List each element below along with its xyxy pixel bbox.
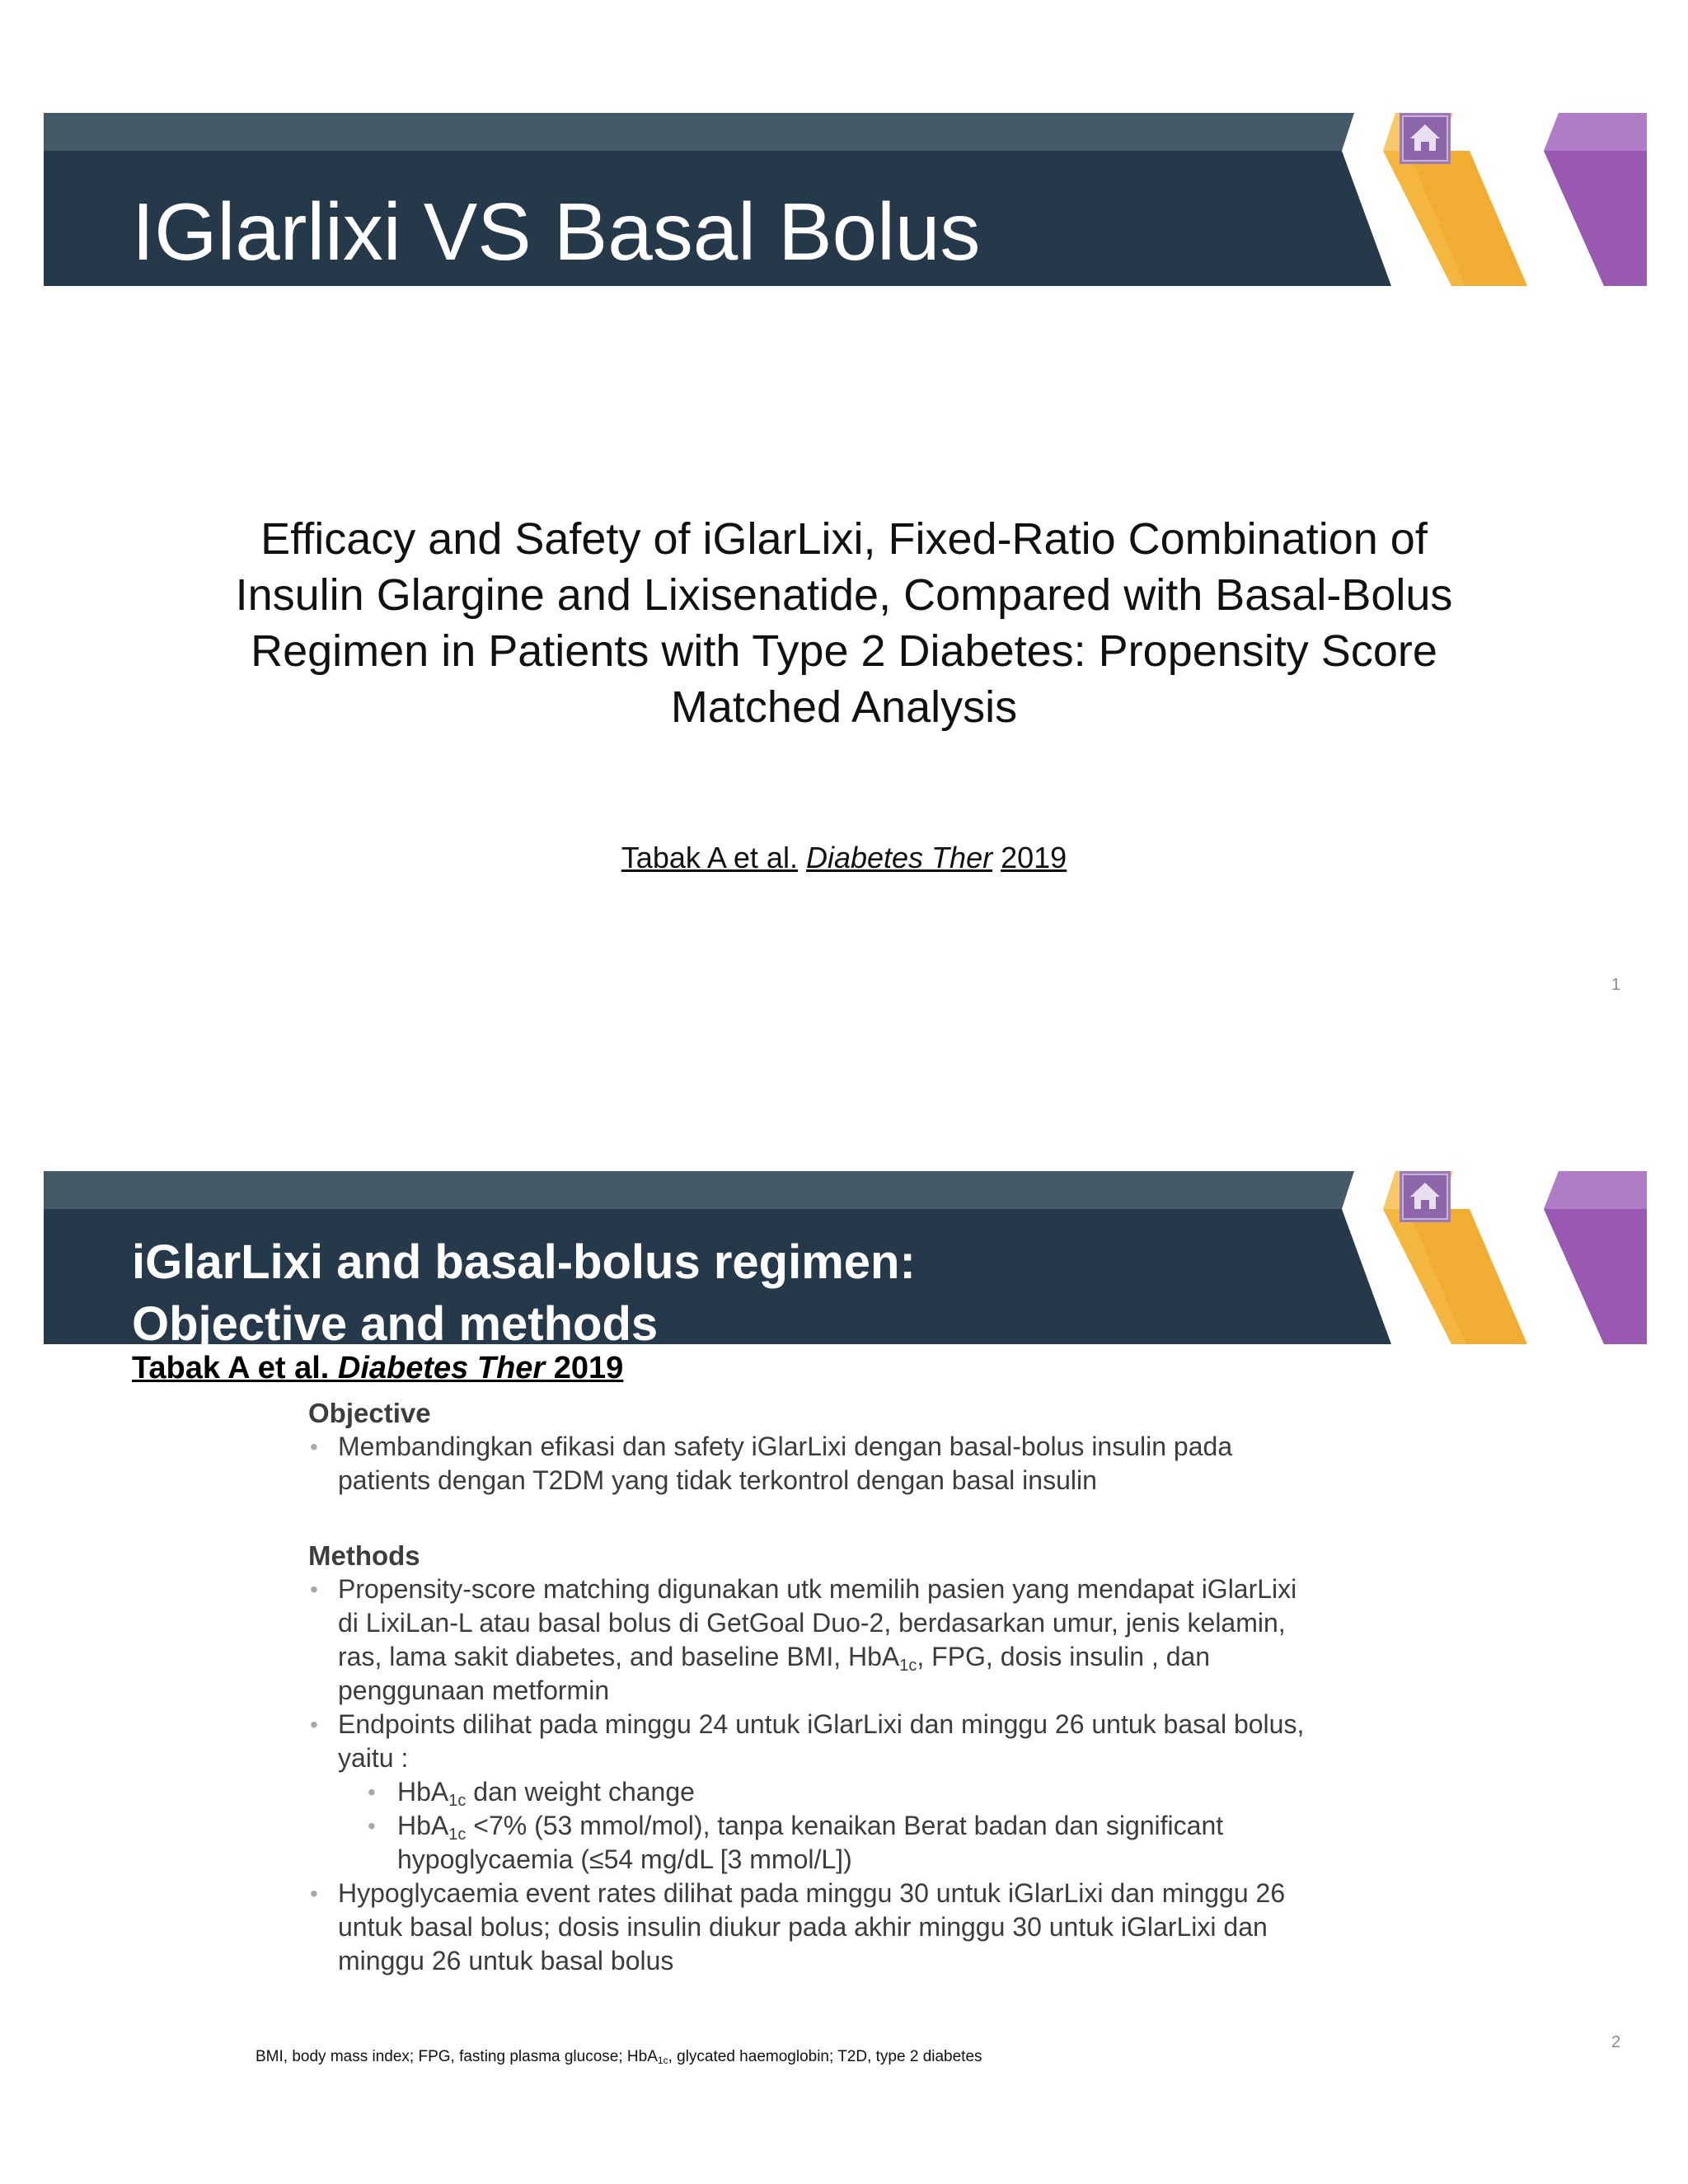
bullet-line: [397, 1809, 1413, 1843]
slide-1: [0, 0, 1688, 1071]
slide-title-line: Objective and methods: [132, 1297, 659, 1351]
citation-year: 2019: [1001, 841, 1067, 874]
bullet-line: • Hypoglycaemia event rates dilihat pada minggu 30 untuk iGlarLixi dan minggu 26: [338, 1878, 1286, 1908]
bullet-text: <7% (53 mmol/mol), tanpa kenaikan Berat badan dan significant: [466, 1811, 1224, 1840]
page-number: 2: [1611, 2033, 1621, 2051]
objective-bullet: [308, 1430, 1413, 1497]
citation-journal: Diabetes Ther: [805, 841, 993, 874]
methods-bullet: [308, 1572, 1413, 1708]
bullet-text: ras, lama sakit diabetes, and baseline BMI, HbA: [338, 1642, 900, 1671]
sub-bullet: [308, 1809, 1413, 1877]
citation: [132, 1351, 623, 1386]
bullet-text: dan weight change: [466, 1777, 695, 1807]
bullet-line: di LixiLan-L atau basal bolus di GetGoal Duo-2, berdasarkan umur, jenis kelamin,: [338, 1608, 1286, 1638]
bullet-line: untuk basal bolus; dosis insulin diukur pada akhir minggu 30 untuk iGlarLixi dan: [338, 1912, 1268, 1942]
subscript: 1c: [448, 1825, 467, 1844]
home-button[interactable]: [1400, 113, 1451, 164]
citation: [0, 841, 1688, 875]
bullet-line: patients dengan T2DM yang tidak terkontrol dengan basal insulin: [338, 1465, 1097, 1495]
slide-title: IGlarlixi VS Basal Bolus: [132, 186, 981, 277]
citation-journal: Diabetes Ther: [337, 1351, 546, 1385]
bullet-text: , FPG, dosis insulin , dan: [917, 1642, 1211, 1671]
home-button[interactable]: [1400, 1171, 1451, 1222]
slide-2: [0, 1058, 1688, 2130]
bullet-line: [397, 1775, 1413, 1809]
citation-authors: Tabak A et al.: [621, 841, 798, 874]
home-icon: [1400, 113, 1451, 164]
methods-bullet: [308, 1877, 1413, 1978]
bullet-line: hypoglycaemia (≤54 mg/dL [3 mmol/L]): [397, 1844, 852, 1874]
citation-authors: Tabak A et al.: [132, 1351, 330, 1385]
paper-title-line: Regimen in Patients with Type 2 Diabetes: Propensity Score: [251, 626, 1437, 676]
home-icon: [1400, 1171, 1451, 1222]
bullet-line: • Endpoints dilihat pada minggu 24 untuk iGlarLixi dan minggu 26 untuk basal bolus,: [338, 1709, 1305, 1739]
bullet-line: [338, 1640, 1413, 1674]
page-number: 1: [1611, 976, 1621, 994]
bullet-text: HbA: [397, 1811, 449, 1840]
methods-bullet: [308, 1708, 1413, 1775]
bullet-line: penggunaan metformin: [338, 1675, 610, 1705]
footnote-text: BMI, body mass index; FPG, fasting plasma glucose; HbA: [256, 2048, 658, 2065]
footnote-text: , glycated haemoglobin; T2D, type 2 diabetes: [668, 2048, 982, 2065]
paper-title: [165, 511, 1523, 735]
objective-heading: Objective: [308, 1398, 431, 1428]
footnote: [256, 2048, 982, 2066]
slide-title: [132, 1231, 916, 1355]
methods-heading: Methods: [308, 1540, 420, 1571]
subscript: 1c: [657, 2055, 668, 2066]
sub-bullet: [308, 1775, 1413, 1809]
paper-title-line: Matched Analysis: [670, 682, 1018, 732]
bullet-line: minggu 26 untuk basal bolus: [338, 1946, 674, 1975]
slide-body: [308, 1396, 1413, 1978]
subscript: 1c: [899, 1657, 917, 1675]
paper-title-line: Efficacy and Safety of iGlarLixi, Fixed-Ratio Combination of: [260, 514, 1428, 564]
bullet-line: yaitu :: [338, 1743, 409, 1773]
bullet-text: HbA: [397, 1777, 449, 1807]
citation-year: 2019: [553, 1351, 624, 1385]
bullet-line: • Membandingkan efikasi dan safety iGlarLixi dengan basal-bolus insulin pada: [338, 1432, 1233, 1461]
subscript: 1c: [448, 1792, 467, 1810]
slide-title-line: iGlarLixi and basal-bolus regimen:: [132, 1235, 916, 1289]
bullet-line: • Propensity-score matching digunakan utk memilih pasien yang mendapat iGlarLixi: [338, 1574, 1297, 1604]
paper-title-line: Insulin Glargine and Lixisenatide, Compared with Basal-Bolus: [235, 570, 1453, 620]
